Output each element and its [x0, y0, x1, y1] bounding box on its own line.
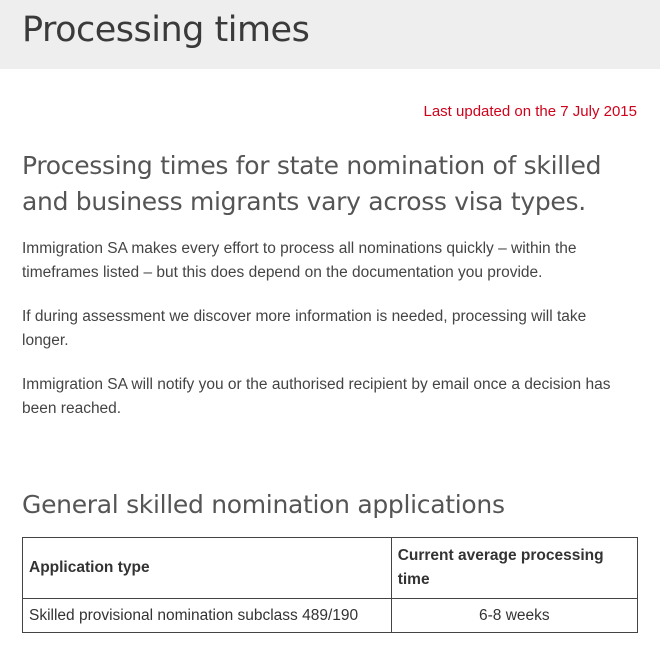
column-header-application-type: Application type — [23, 538, 392, 599]
table-cell-processing-time: 6-8 weeks — [391, 599, 637, 633]
column-header-processing-time: Current average processing time — [391, 538, 637, 599]
table-cell-application-type: Skilled provisional nomination subclass 489/190 — [23, 599, 392, 633]
table-header-row — [23, 538, 638, 599]
intro-heading: Processing times for state nomination of skilled and business migrants vary across visa types. — [22, 151, 602, 216]
title-bar — [0, 0, 660, 69]
intro-paragraph: Immigration SA will notify you or the authorised recipient by email once a decision has been reached. — [22, 376, 611, 417]
page-title: Processing times — [22, 10, 310, 50]
last-updated-notice: Last updated on the 7 July 2015 — [423, 103, 637, 120]
section-heading: General skilled nomination applications — [22, 490, 505, 519]
intro-paragraph: Immigration SA makes every effort to process all nominations quickly – within the timeframes listed – but this does depend on the documentation you provide. — [22, 240, 577, 281]
intro-paragraph: If during assessment we discover more information is needed, processing will take longer. — [22, 308, 587, 349]
table-row — [23, 599, 638, 633]
processing-times-table — [22, 537, 638, 633]
